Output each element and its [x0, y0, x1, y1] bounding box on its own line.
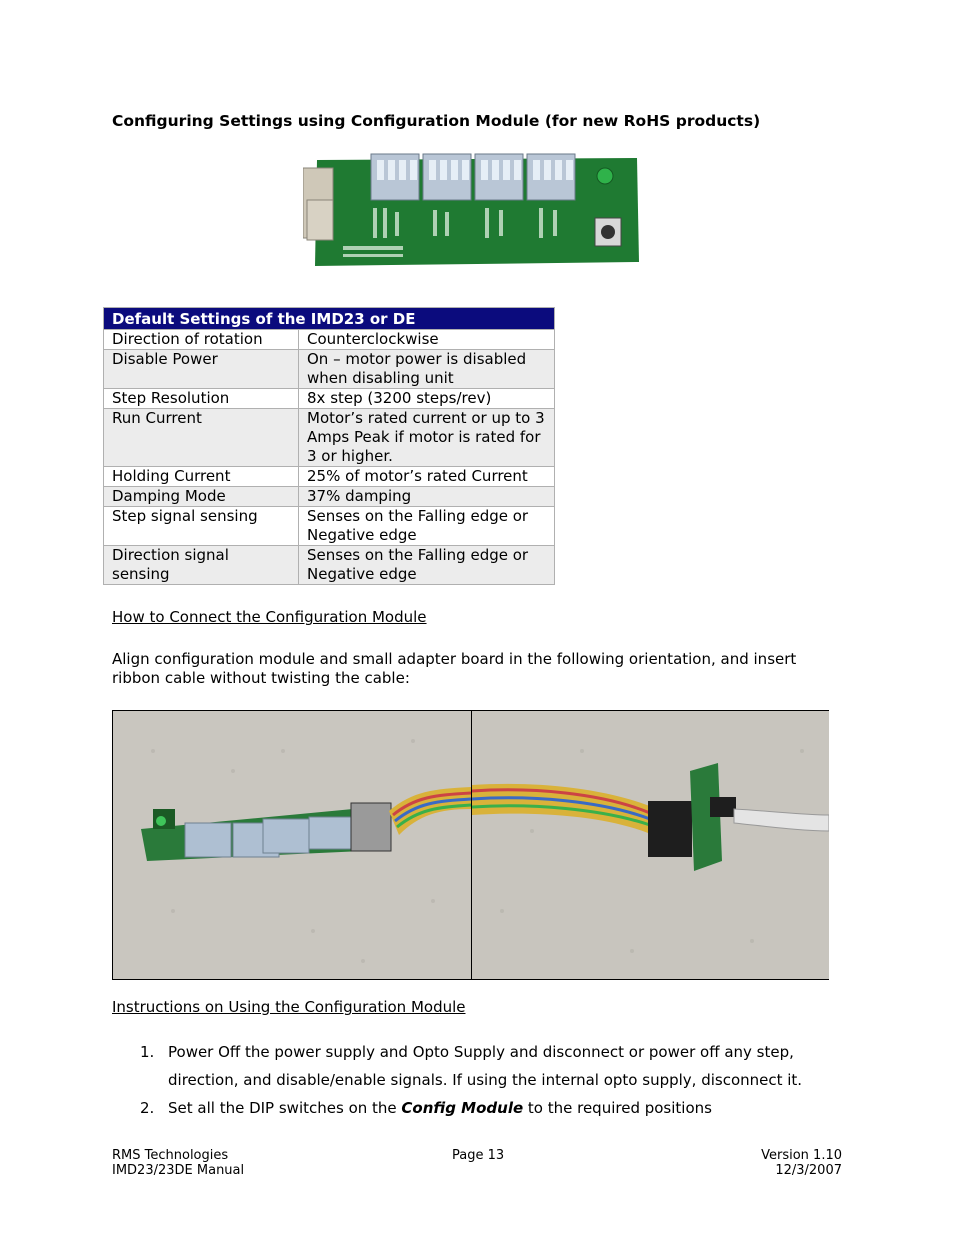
instruction-steps	[112, 1038, 852, 1122]
setting-value: 25% of motor’s rated Current	[299, 467, 555, 487]
footer-left	[112, 1148, 244, 1178]
list-item	[112, 1094, 852, 1122]
table-row	[104, 389, 555, 409]
step-number: 1.	[140, 1043, 155, 1061]
table-row	[104, 409, 555, 467]
setting-name: Damping Mode	[104, 487, 299, 507]
table-header: Default Settings of the IMD23 or DE	[104, 308, 555, 330]
setting-value: 8x step (3200 steps/rev)	[299, 389, 555, 409]
table-row	[104, 546, 555, 585]
table-row	[104, 487, 555, 507]
config-module-photo	[303, 150, 641, 269]
setting-value: Motor’s rated current or up to 3 Amps Peak if motor is rated for 3 or higher.	[299, 409, 555, 467]
setting-value: 37% damping	[299, 487, 555, 507]
footer-manual: IMD23/23DE Manual	[112, 1163, 245, 1178]
table-row	[104, 330, 555, 350]
setting-value: Senses on the Falling edge or Negative edge	[299, 507, 555, 546]
list-item	[112, 1038, 852, 1094]
connection-photos	[112, 710, 829, 980]
step-text-pre: Set all the DIP switches on the	[168, 1099, 402, 1117]
section-heading: Configuring Settings using Configuration Module (for new RoHS products)	[112, 112, 761, 130]
table-row	[104, 350, 555, 389]
config-module-emphasis: Config Module	[401, 1099, 524, 1117]
connect-paragraph: Align configuration module and small adapter board in the following orientation, and insert ribbon cable without twisting the cable:	[112, 650, 797, 687]
step-text: Power Off the power supply and Opto Supply and disconnect or power off any step, direction, and disable/enable signals. If using the internal opto supply, disconnect it.	[168, 1043, 803, 1089]
footer-date: 12/3/2007	[775, 1163, 842, 1178]
setting-name: Holding Current	[104, 467, 299, 487]
setting-name: Step signal sensing	[104, 507, 299, 546]
setting-name: Direction of rotation	[104, 330, 299, 350]
setting-name: Direction signal sensing	[104, 546, 299, 585]
adapter-side-photo	[471, 711, 829, 979]
footer-version: Version 1.10	[761, 1148, 842, 1163]
instructions-heading: Instructions on Using the Configuration Module	[112, 998, 466, 1016]
table-row	[104, 467, 555, 487]
setting-value: Counterclockwise	[299, 330, 555, 350]
module-side-photo	[113, 711, 471, 979]
footer-company: RMS Technologies	[112, 1148, 229, 1163]
default-settings-table	[103, 307, 555, 585]
table-row	[104, 507, 555, 546]
setting-name: Disable Power	[104, 350, 299, 389]
connect-heading: How to Connect the Configuration Module	[112, 608, 427, 626]
step-number: 2.	[140, 1099, 155, 1117]
setting-name: Run Current	[104, 409, 299, 467]
setting-name: Step Resolution	[104, 389, 299, 409]
footer-page-number: Page 13	[452, 1148, 505, 1163]
step-text-post: to the required positions	[523, 1099, 712, 1117]
footer-right	[761, 1148, 842, 1178]
setting-value: Senses on the Falling edge or Negative edge	[299, 546, 555, 585]
setting-value: On – motor power is disabled when disabling unit	[299, 350, 555, 389]
